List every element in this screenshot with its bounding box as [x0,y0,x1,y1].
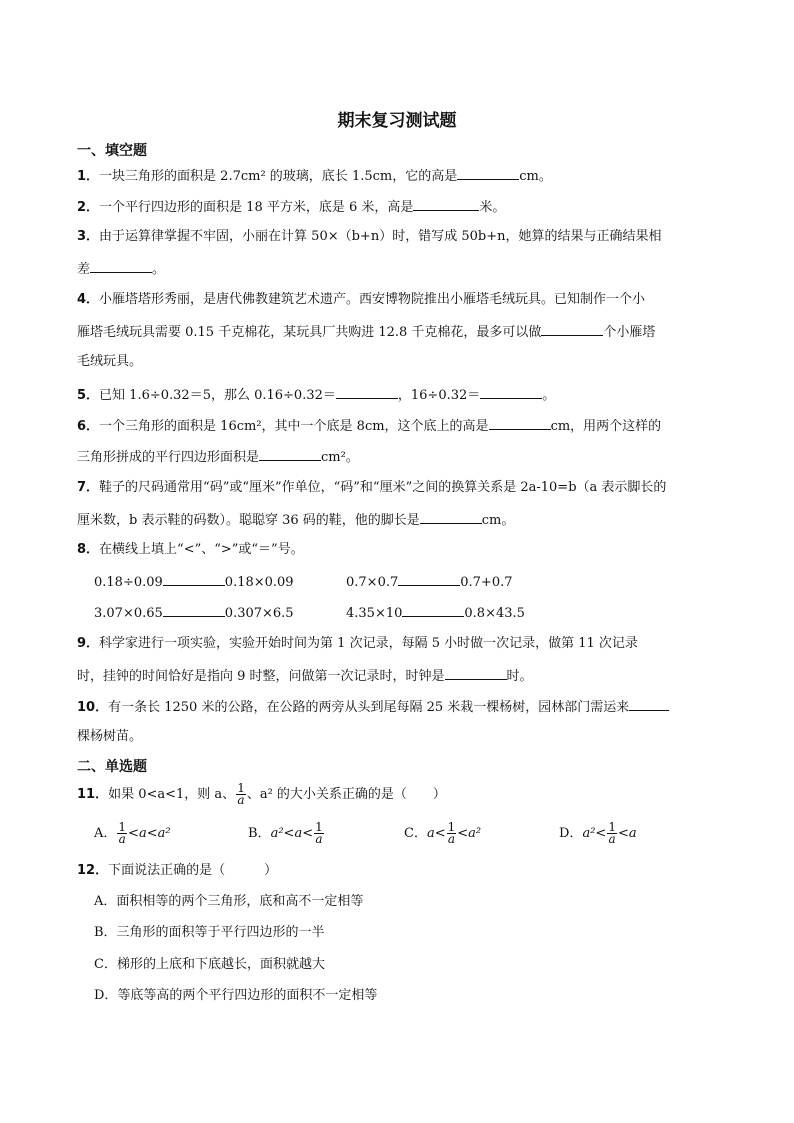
option-c[interactable]: C．梯形的上底和下底越长，面积就越大 [94,957,325,972]
question-5 [77,385,555,405]
answer-blank[interactable] [541,322,603,336]
fraction-one-over-a: $\frac{1}{a}$ [608,820,616,846]
answer-blank[interactable] [480,385,542,399]
fraction-one-over-a: $\frac{1}{a}$ [237,781,245,807]
question-text: 一个三角形的面积是 16cm²，其中一个底是 8cm，这个底上的高是 [99,419,489,434]
question-7-line-2 [77,510,514,530]
question-number: 7． [77,480,100,495]
question-text: 。 [152,262,166,277]
compare-left: 3.07×0.65 [94,606,163,621]
question-number: 6． [77,419,100,434]
option-label: A． [94,826,117,841]
question-11 [77,783,446,806]
answer-blank[interactable] [163,603,225,617]
answer-blank[interactable] [398,572,460,586]
answer-blank[interactable] [457,166,519,180]
compare-right: 0.8×43.5 [464,606,525,621]
option-label: B． [248,826,271,841]
answer-blank[interactable] [90,259,152,273]
answer-blank[interactable] [445,666,507,680]
option-b[interactable]: B．a²<a< $\frac{1}{a}$ [248,820,323,846]
option-d[interactable]: D．a²< $\frac{1}{a}$ <a [559,820,637,846]
compare-right: 0.7+0.7 [460,575,513,590]
question-7 [77,479,666,497]
question-text: 有一条长 1250 米的公路，在公路的两旁从头到尾每隔 25 米栽一棵杨树，园林部门需运来 [108,700,630,715]
question-text: 。 [542,388,556,403]
question-text: 、a² 的大小关系正确的是（ ） [246,787,446,802]
question-text: 下面说法正确的是（ ） [108,863,278,878]
question-3 [77,228,661,246]
compare-item [346,603,525,623]
question-6 [77,416,661,436]
option-d[interactable]: D．等底等高的两个平行四边形的面积不一定相等 [94,988,378,1003]
answer-blank[interactable] [402,603,464,617]
question-number: 3． [77,229,100,244]
question-number: 9． [77,636,100,651]
question-text: cm，用两个这样的 [550,419,662,434]
option-b[interactable]: B．三角形的面积等于平行四边形的一半 [94,925,325,940]
answer-blank[interactable] [420,510,482,524]
question-12 [77,862,277,880]
question-text: 由于运算律掌握不牢固，小丽在计算 50×（b+n）时，错写成 50b+n，她算的结果与正确结果相 [99,229,662,244]
fraction-one-over-a: $\frac{1}{a}$ [315,820,323,846]
question-text: 科学家进行一项实验，实验开始时间为第 1 次记录，每隔 5 小时做一次记录，做第 11 次记录 [99,636,638,651]
answer-blank[interactable] [489,416,551,430]
question-9-line-2 [77,666,533,686]
compare-right: 0.18×0.09 [224,575,294,590]
question-text: 一个平行四边形的面积是 18 平方米，底是 6 米，高是 [99,200,414,215]
compare-item [94,572,294,592]
question-text: 厘米数，b 表示鞋的码数）。聪聪穿 36 码的鞋，他的脚长是 [77,513,420,528]
question-text: 小雁塔塔形秀丽，是唐代佛教建筑艺术遗产。西安博物院推出小雁塔毛绒玩具。已知制作一个小 [99,292,646,307]
answer-blank[interactable] [259,447,321,461]
question-4-line-2 [77,322,655,342]
question-text: ，16÷0.32＝ [397,388,481,403]
question-text: 时，挂钟的时间恰好是指向 9 时整，问做第一次记录时，时钟是 [77,669,445,684]
question-8 [77,541,304,559]
question-1 [77,166,552,186]
question-text: 时。 [506,669,533,684]
question-unit: 米。 [479,200,506,215]
question-number: 4． [77,292,100,307]
question-10 [77,697,669,717]
section-fill-blanks: 一、填空题 [77,143,147,159]
question-text: 雁塔毛绒玩具需要 0.15 千克棉花，某玩具厂共购进 12.8 千克棉花，最多可以做 [77,325,542,340]
question-text: 差 [77,262,91,277]
question-4-line-3 [77,353,142,371]
compare-left: 0.7×0.7 [346,575,399,590]
question-unit: cm²。 [321,450,359,465]
compare-left: 4.35×10 [346,606,403,621]
compare-item [94,603,294,623]
compare-right: 0.307×6.5 [224,606,294,621]
fraction-one-over-a: $\frac{1}{a}$ [118,820,127,846]
question-text: 已知 1.6÷0.32＝5，那么 0.16÷0.32＝ [99,388,336,403]
option-label: C． [404,826,427,841]
question-unit: cm。 [519,169,552,184]
compare-left: 0.18÷0.09 [94,575,163,590]
question-text: 棵杨树苗。 [77,729,143,744]
question-6-line-2 [77,447,359,467]
compare-item [346,572,513,592]
answer-blank[interactable] [413,197,479,211]
question-text: 毛绒玩具。 [77,354,143,369]
question-9 [77,635,638,653]
question-number: 8． [77,542,100,557]
option-label: D． [559,826,583,841]
question-text: 一块三角形的面积是 2.7cm² 的玻璃，底长 1.5cm，它的高是 [99,169,458,184]
question-number: 10． [77,700,109,715]
question-3-line-2 [77,259,165,279]
question-text: 三角形拼成的平行四边形面积是 [77,450,260,465]
question-text: 个小雁塔 [603,325,656,340]
question-text: 鞋子的尺码通常用“码”或“厘米”作单位，“码”和“厘米”之间的换算关系是 2a-10=b（a 表示脚长的 [99,480,667,495]
answer-blank[interactable] [336,385,398,399]
option-a[interactable]: A．面积相等的两个三角形，底和高不一定相等 [94,894,364,909]
question-unit: cm。 [481,513,515,528]
question-text: 如果 0<a<1，则 a、 [108,787,236,802]
option-a[interactable]: A． $\frac{1}{a}$ <a<a² [94,820,171,846]
section-single-choice: 二、单选题 [77,759,147,775]
answer-blank[interactable] [629,697,669,711]
question-4 [77,291,645,309]
question-number: 5． [77,388,100,403]
page-title: 期末复习测试题 [337,111,457,131]
option-c[interactable]: C．a< $\frac{1}{a}$ <a² [404,820,482,846]
question-text: 在横线上填上“<”、“>”或“＝”号。 [99,542,304,557]
answer-blank[interactable] [163,572,225,586]
question-10-line-2 [77,728,142,746]
question-number: 1． [77,169,100,184]
question-number: 11． [77,787,109,802]
fraction-one-over-a: $\frac{1}{a}$ [447,820,456,846]
question-number: 12． [77,863,109,878]
question-number: 2． [77,200,100,215]
question-2 [77,197,505,217]
